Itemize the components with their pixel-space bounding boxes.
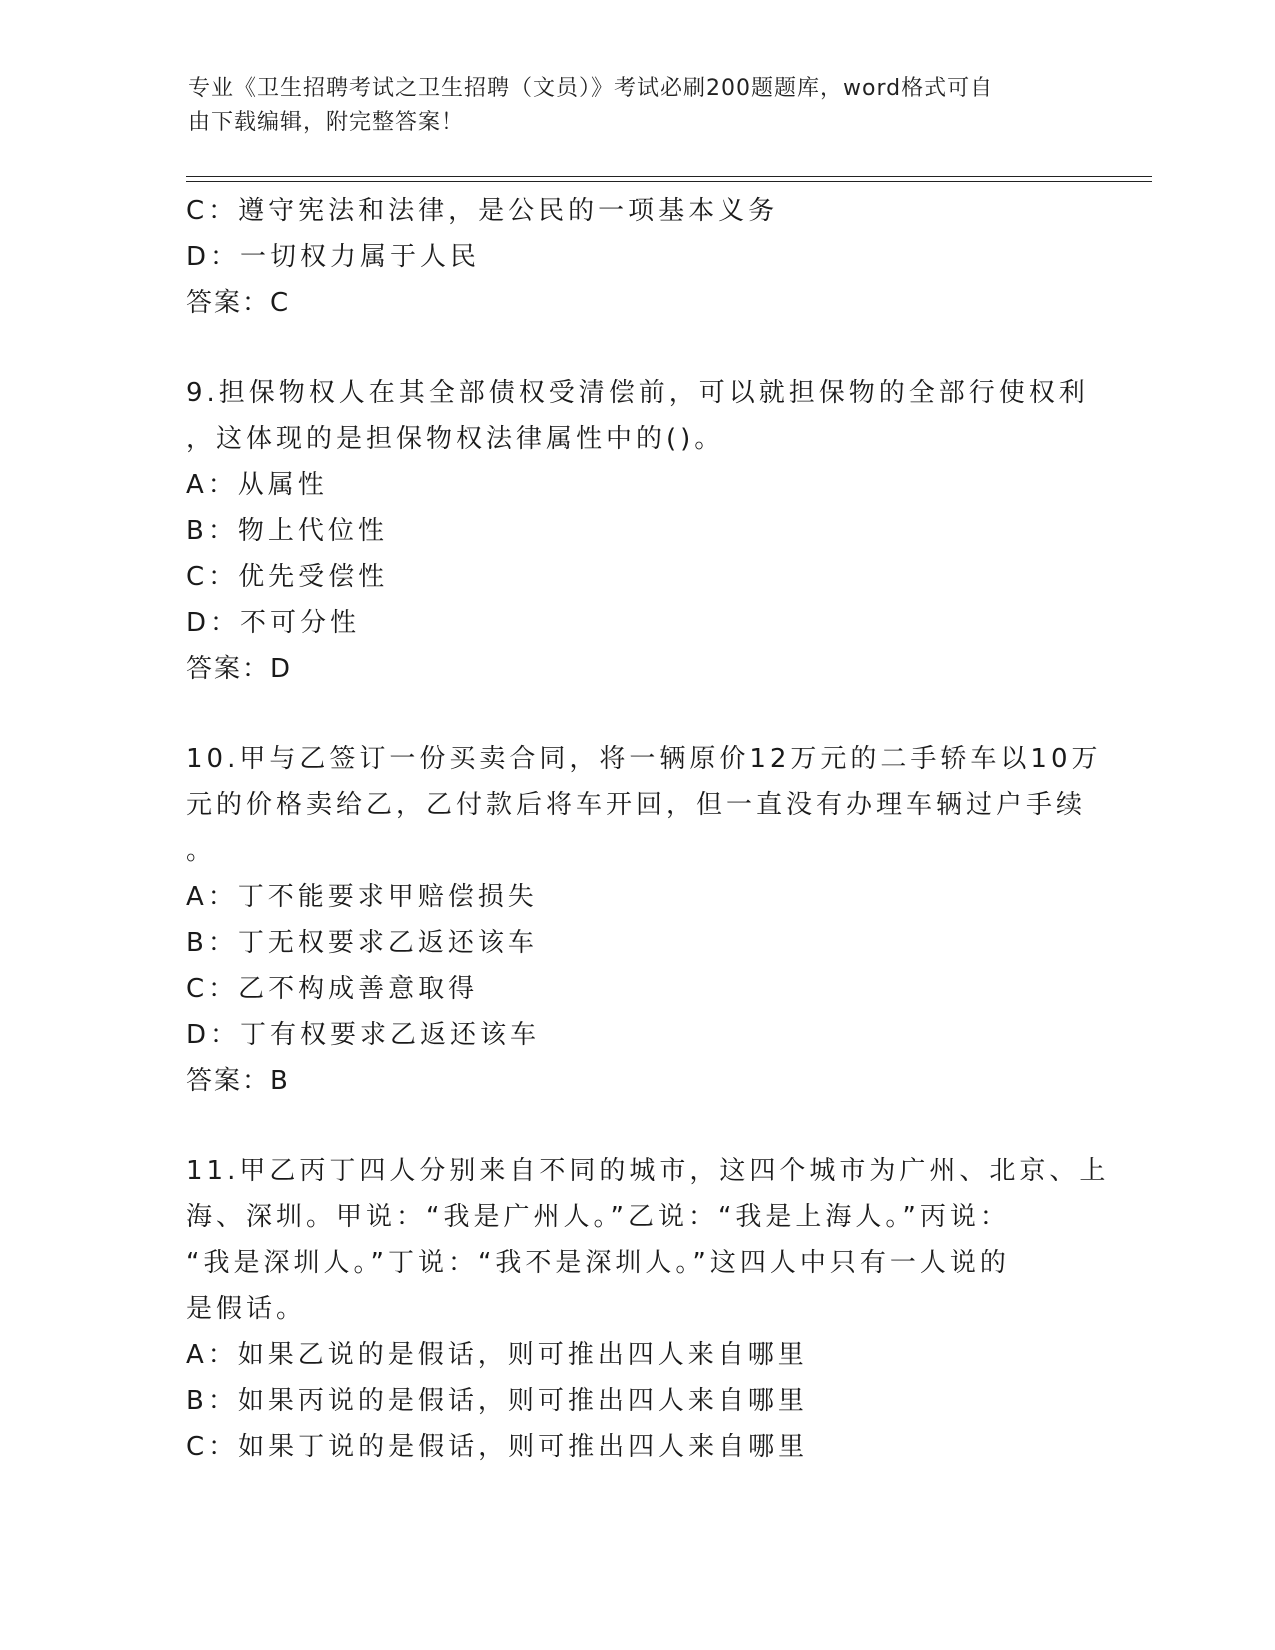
option-c: C：乙不构成善意取得: [186, 974, 479, 1004]
answer: 答案：D: [186, 654, 293, 684]
question-text: 9.担保物权人在其全部债权受清偿前，可以就担保物的全部行使权利: [186, 378, 1089, 408]
answer: 答案：C: [186, 288, 291, 318]
question-10: [186, 736, 1102, 1104]
option-a: A：从属性: [186, 470, 328, 500]
spacer: [186, 1104, 1086, 1148]
document-body: [186, 188, 1110, 1470]
spacer: [186, 326, 1086, 370]
question-8-tail: [186, 188, 1086, 326]
header-divider: [186, 176, 1152, 182]
question-text: 海、深圳。甲说：“我是广州人。”乙说：“我是上海人。”丙说：: [186, 1202, 1010, 1232]
option-d: D：不可分性: [186, 608, 361, 638]
question-text: 11.甲乙丙丁四人分别来自不同的城市，这四个城市为广州、北京、上: [186, 1156, 1110, 1186]
option-a: A：丁不能要求甲赔偿损失: [186, 882, 538, 912]
question-9: [186, 370, 1089, 692]
question-text: ，这体现的是担保物权法律属性中的()。: [186, 424, 725, 454]
header-line-2: 由下载编辑，附完整答案！: [188, 110, 465, 135]
option-a: A：如果乙说的是假话，则可推出四人来自哪里: [186, 1340, 808, 1370]
question-text: 10.甲与乙签订一份买卖合同，将一辆原价12万元的二手轿车以10万: [186, 744, 1102, 774]
question-text: 。: [186, 836, 217, 866]
option-b: B：丁无权要求乙返还该车: [186, 928, 538, 958]
option-c: C：优先受偿性: [186, 562, 389, 592]
question-11: [186, 1148, 1110, 1470]
spacer: [186, 692, 1086, 736]
option-c: C：遵守宪法和法律，是公民的一项基本义务: [186, 196, 779, 226]
question-text: 元的价格卖给乙，乙付款后将车开回，但一直没有办理车辆过户手续: [186, 790, 1087, 820]
question-text: 是假话。: [186, 1294, 307, 1324]
question-text: “我是深圳人。”丁说：“我不是深圳人。”这四人中只有一人说的: [186, 1248, 1010, 1278]
option-d: D：一切权力属于人民: [186, 242, 481, 272]
option-b: B：物上代位性: [186, 516, 388, 546]
answer: 答案：B: [186, 1066, 290, 1096]
page-header: [188, 72, 1068, 140]
option-d: D：丁有权要求乙返还该车: [186, 1020, 541, 1050]
option-c: C：如果丁说的是假话，则可推出四人来自哪里: [186, 1432, 809, 1462]
header-line-1: 专业《卫生招聘考试之卫生招聘（文员）》考试必刷200题题库，word格式可自: [188, 76, 994, 101]
option-b: B：如果丙说的是假话，则可推出四人来自哪里: [186, 1386, 808, 1416]
